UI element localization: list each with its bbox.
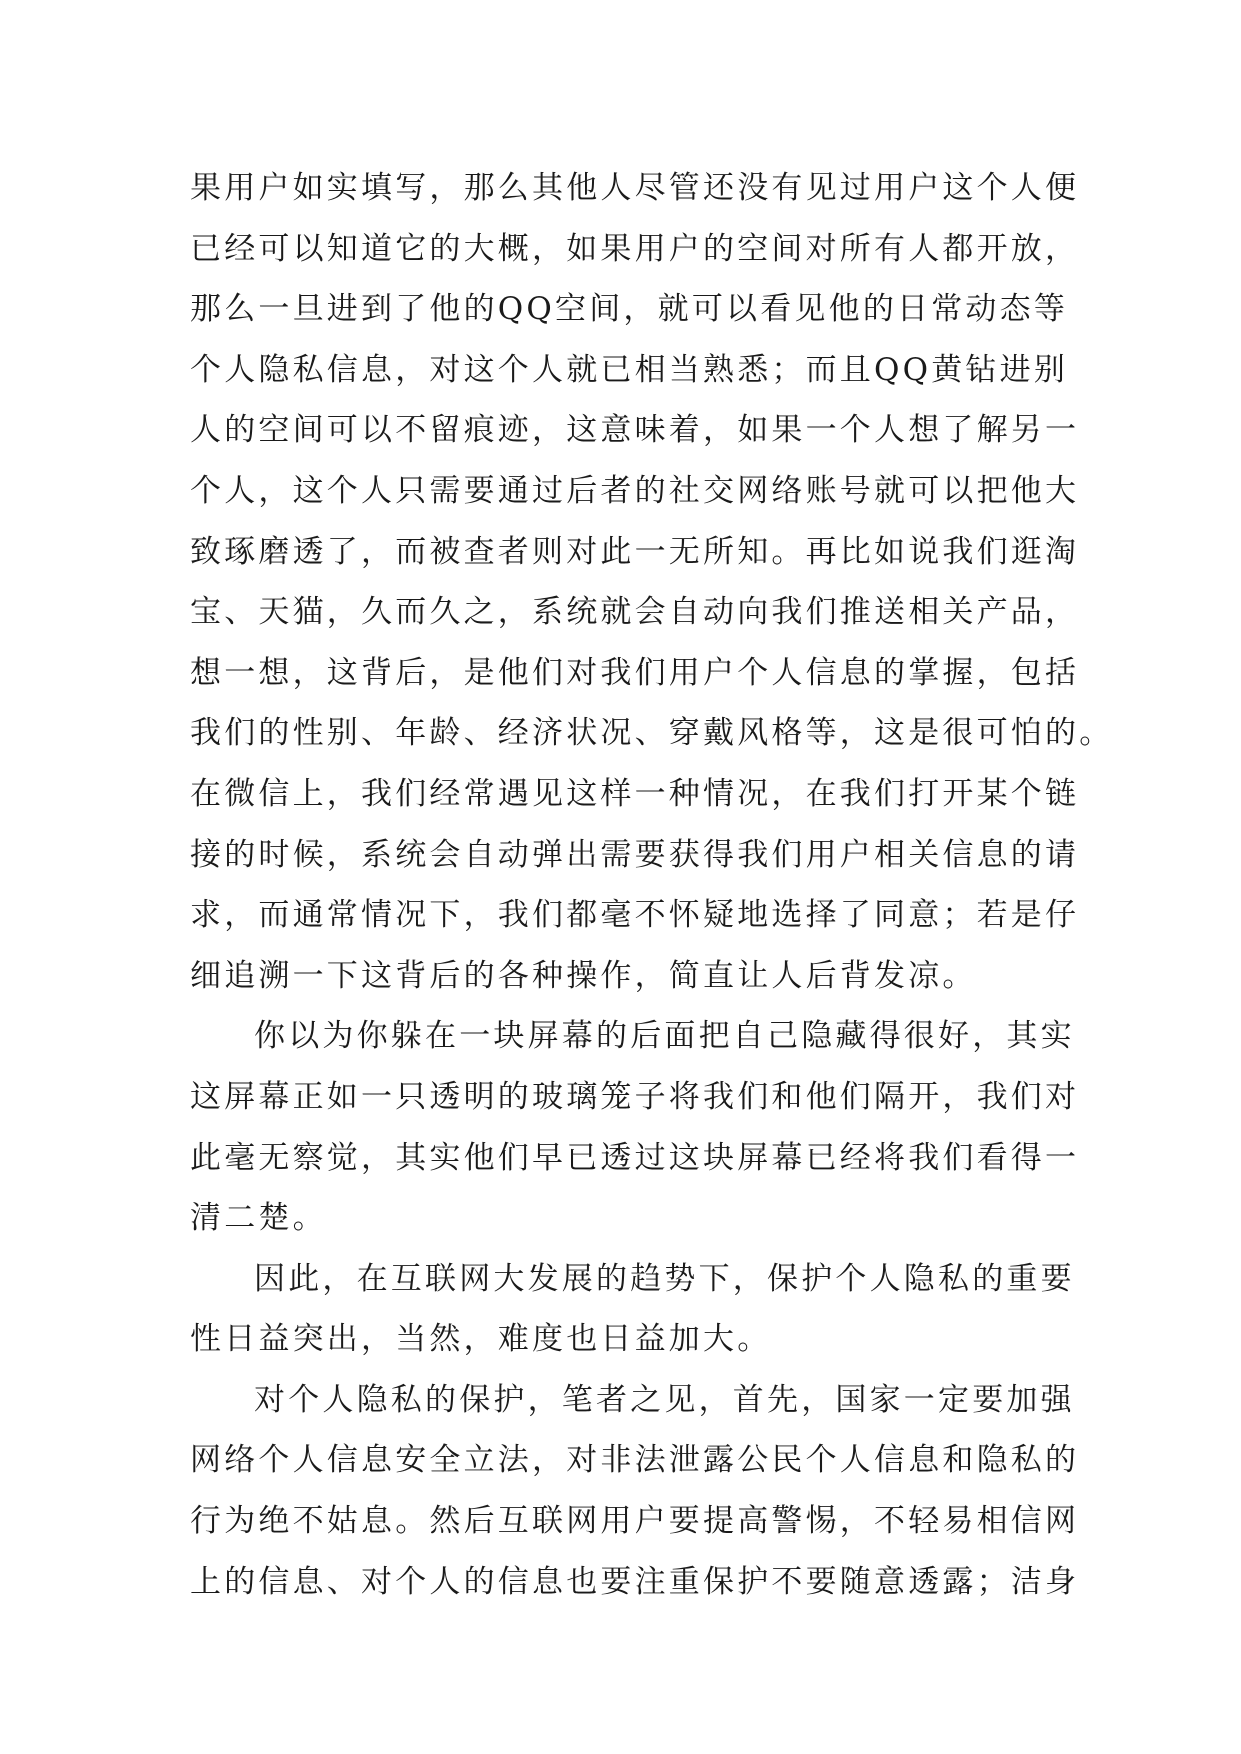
- text-line: 果用户如实填写，那么其他人尽管还没有见过用户这个人便: [190, 170, 1080, 206]
- text-line: 个人，这个人只需要通过后者的社交网络账号就可以把他大: [190, 472, 1080, 509]
- paragraph-first-line: 因此，在互联网大发展的趋势下，保护个人隐私的重要: [254, 1260, 1075, 1297]
- text-line: 我们的性别、年龄、经济状况、穿戴风格等，这是很可怕的。: [190, 715, 1114, 752]
- paragraph-first-line: 对个人隐私的保护，笔者之见，首先，国家一定要加强: [254, 1381, 1075, 1418]
- text-line: 这屏幕正如一只透明的玻璃笼子将我们和他们隔开，我们对: [190, 1078, 1080, 1115]
- text-line: 上的信息、对个人的信息也要注重保护不要随意透露；洁身: [190, 1563, 1080, 1600]
- text-line: 致琢磨透了，而被查者则对此一无所知。再比如说我们逛淘: [190, 533, 1080, 570]
- text-line: 已经可以知道它的大概，如果用户的空间对所有人都开放，: [190, 230, 1080, 267]
- text-line: 此毫无察觉，其实他们早已透过这块屏幕已经将我们看得一: [190, 1139, 1080, 1176]
- text-line: 接的时候，系统会自动弹出需要获得我们用户相关信息的请: [190, 836, 1080, 873]
- text-line: 求，而通常情况下，我们都毫不怀疑地选择了同意；若是仔: [190, 897, 1080, 934]
- text-line: 细追溯一下这背后的各种操作，简直让人后背发凉。: [190, 957, 977, 994]
- text-line: 在微信上，我们经常遇见这样一种情况，在我们打开某个链: [190, 775, 1080, 812]
- text-line: 想一想，这背后，是他们对我们用户个人信息的掌握，包括: [190, 654, 1080, 691]
- text-line: 清二楚。: [190, 1200, 327, 1237]
- document-body: [190, 158, 1114, 1612]
- text-line: 个人隐私信息，对这个人就已相当熟悉；而且QQ黄钻进别: [190, 351, 1069, 388]
- text-line: 行为绝不姑息。然后互联网用户要提高警惕，不轻易相信网: [190, 1503, 1080, 1540]
- paragraph-first-line: 你以为你躲在一块屏幕的后面把自己隐藏得很好，其实: [254, 1018, 1075, 1055]
- text-line: 那么一旦进到了他的QQ空间，就可以看见他的日常动态等: [190, 291, 1069, 328]
- text-line: 网络个人信息安全立法，对非法泄露公民个人信息和隐私的: [190, 1442, 1080, 1479]
- text-line: 宝、天猫，久而久之，系统就会自动向我们推送相关产品，: [190, 594, 1080, 631]
- text-line: 人的空间可以不留痕迹，这意味着，如果一个人想了解另一: [190, 412, 1080, 449]
- text-line: 性日益突出，当然，难度也日益加大。: [190, 1321, 772, 1358]
